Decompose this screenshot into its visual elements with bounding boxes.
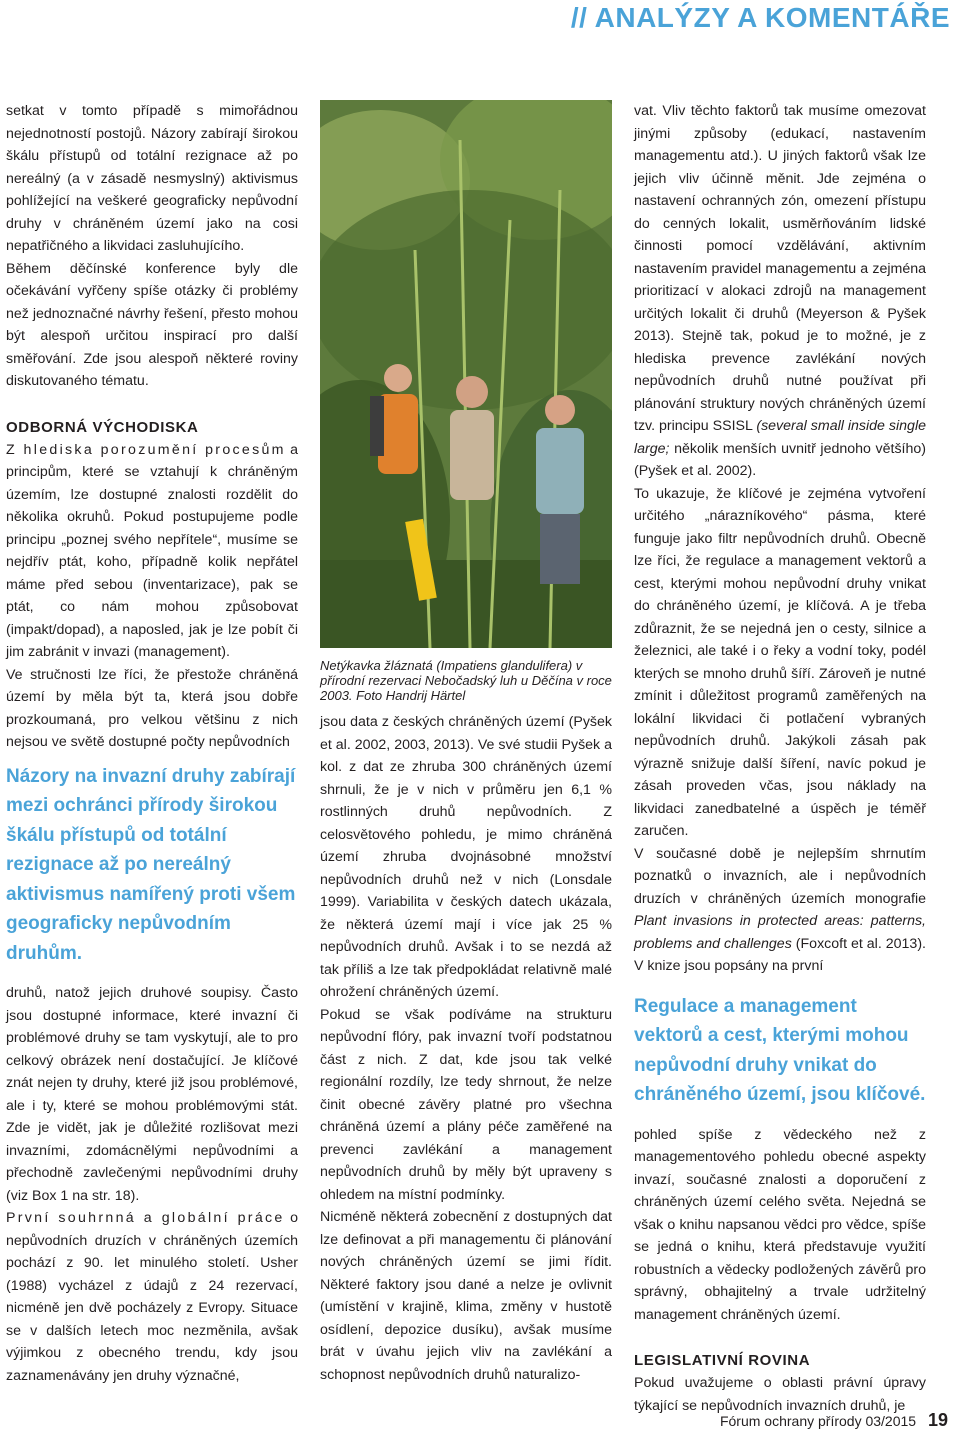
paragraph-text: několik menších uvnitř jednoho většího) (Pyšek et al. 2002).	[634, 440, 927, 479]
paragraph: Během děčínské konference byly dle očekávání vyřčeny spíše otázky či problémy než jednoznačné návrhy řešení, přesto mohou být alespoň určitou inspirací pro další směřování. Zde jsou alespoň některé roviny diskutovaného tématu.	[6, 260, 298, 389]
column-right	[634, 100, 926, 1417]
section-heading-odborna: ODBORNÁ VÝCHODISKA	[6, 418, 199, 436]
paragraph: setkat v tomto případě s mimořádnou nejednotností postojů. Názory zabírají širokou škálu přístupů od totální rezignace až po nereálný (a v zásadě nesmyslný) aktivismus pohlížející na veškeré geograficky nepůvodní druhy v chráněném území jako na cosi nepatřičného a likvidaci zasluhujícího.	[6, 103, 298, 254]
column-middle	[320, 100, 612, 1386]
paragraph-text: o nepůvodních druzích v chráněných územích pochází z 90. let minulého století. Usher (1988) vycházel z údajů z 24 rezervací, nicméně jen dvě pocházely z Evropy. Situace se v dalších letech moc nezměnila, avšak výjimkou z obecného trendu, kdy jsou zaznamenávány jen druhy význačné,	[6, 1210, 298, 1384]
emphasis-book-title: Plant invasions in protected areas: patterns, problems and challenges	[634, 913, 926, 952]
journal-name: Fórum ochrany přírody 03/2015	[719, 1413, 917, 1429]
paragraph-text: a principům, které se vztahují k chráněným územím, lze dostupné znalosti rozdělit do několika okruhů. Pokud postupujeme podle principu „poznej svého nepřítele“, musíme se nejdřív ptát, koho, případně kolik nepřátel máme před sebou (inventarizace), pak se ptát, co nám mohou způsobovat (impakt/dopad), a naposled, jak je lze pobít či jim zabránit v invazi (management).	[6, 441, 298, 660]
paragraph: Pokud uvažujeme o oblasti právní úpravy týkající se nepůvodních invazních druhů, je	[634, 1375, 926, 1414]
paragraph-text: (Foxcoft et al. 2013). V knize jsou popsány na první	[634, 935, 926, 974]
paragraph: To ukazuje, že klíčové je zejména vytvoření určitého „nárazníkového“ pásma, které funguje jako filtr nepůvodních druhů. Obecně lze říci, že regulace a management vektorů a cest, kterými mohou nepůvodní druhy vnikat do chráněného území, je klíčová. A je třeba zdůraznit, že se nejedná jen o cesty, silnice a železnici, ale také i o řeky a vodní toky, podél kterých se mnoho druhů šíří. Zároveň je nutné zmínit i důležitost programů zaměřených na lokální likvidaci či potlačení vybraných nepůvodních druhů. Jakýkoli zásah pak výrazně snižuje další šíření, navíc pokud je zásah proveden včas, jsou náklady na likvidaci zanedbatelné a úspěch je téměř zaručen.	[634, 485, 926, 839]
page-number: 19	[927, 1410, 948, 1430]
paragraph: Nicméně některá zobecnění z dostupných dat lze definovat a při managementu či plánování nových chráněných území se jimi řídit. Některé faktory jsou dané a nelze je ovlivnit (umístění v krajině, klima, změny v hustotě osídlení, depozice dusíku), avšak musíme brát v úvahu jejich vliv na zavlékání a schopnost nepůvodních druhů naturalizo-	[320, 1209, 612, 1383]
column-left	[6, 100, 298, 1387]
paragraph: druhů, natož jejich druhové soupisy. Často jsou dostupné informace, které invazní či problémové druhy se tam vyskytují, ale to pro celkový obrázek není dostačující. Je klíčové znát nejen ty druhy, které již jsou problémové, ale i ty, které se mohou problémovými stát. Zde je vidět, jak je důležité rozlišovat mezi invazními, zdomácnělými nepůvodními a přechodně zavlečenými nepůvodními druhy (viz Box 1 na str. 18).	[6, 985, 298, 1204]
emphasis: (several small inside single large;	[634, 418, 926, 457]
paragraph: Pokud se však podíváme na strukturu nepůvodní flóry, pak invazní tvoří podstatnou část z nich. Z dat, kde jsou tak velké regionální rozdíly, lze tedy shrnout, že nelze činit obecné závěry platné pro všechna chráněná území a plány péče zaměřené na prevenci zavlékání a management nepůvodních druhů by měly být upraveny s ohledem na místní podmínky.	[320, 1006, 612, 1203]
paragraph	[6, 439, 298, 664]
lead-in: První souhrnná a globální práce	[6, 1210, 285, 1226]
photo-illustration	[320, 100, 612, 648]
paragraph: Ve stručnosti lze říci, že přestože chráněná území by měla být ta, která jsou dobře prozkoumaná, pro velkou většinu z nich nejsou ve světě dostupné počty nepůvodních	[6, 666, 298, 750]
paragraph: pohled spíše z vědeckého než z managementového pohledu obecné aspekty invazí, současné znalosti a doporučení z chráněných území celého světa. Nejedná se však o knihu napsanou vědci pro vědce, spíše se jedná o knihu, která představuje využití robustních a vědecky podložených závěrů pro správný, obhajitelný a trvale udržitelný management chráněných území.	[634, 1126, 926, 1323]
lead-in: Z hlediska porozumění procesům	[6, 441, 286, 458]
paragraph: jsou data z českých chráněných území (Pyšek et al. 2002, 2003, 2013). Ve své studii Pyšek a kol. z dat ze zhruba 300 chráněných území shrnuli, že je v nich v průměru jen 6,1 % rostlinných druhů nepůvodních. Z celosvětového pohledu, je mimo chráněná území zhruba dvojnásobné množství nepůvodních druhů než v nich (Lonsdale 1999). Variabilita v českých datech ukázala, že některá území mají i více jak 25 % nepůvodních druhů. Avšak i to se nezdá až tak příliš a lze tak předpokládat relativně malé ohrožení chráněných území.	[320, 714, 612, 1000]
page-footer	[720, 1410, 948, 1431]
section-header: // ANALÝZY A KOMENTÁŘE	[570, 2, 950, 33]
photo-impatiens-people	[320, 100, 612, 648]
pull-quote: Názory na invazní druhy zabírají mezi ochránci přírody širokou škálu přístupů od totální rezignace až po nereálný aktivismus namířený proti všem geograficky nepůvodním druhům.	[6, 765, 296, 964]
pull-quote: Regulace a management vektorů a cest, kterými mohou nepůvodní druhy vnikat do chráněného území, jsou klíčové.	[634, 995, 926, 1105]
paragraph-text: V současné době je nejlepším shrnutím poznatků o invazních, ale i nepůvodních druzích v chráněných územích monografie	[634, 845, 926, 907]
paragraph	[634, 100, 926, 483]
section-heading-legislativni: LEGISLATIVNÍ ROVINA	[634, 1352, 811, 1369]
paragraph	[634, 843, 926, 978]
paragraph	[6, 1207, 298, 1387]
photo-caption: Netýkavka žláznatá (Impatiens glandulifera) v přírodní rezervaci Nebočadský luh u Děčína v roce 2003. Foto Handrij Härtel	[320, 658, 612, 703]
paragraph-text: vat. Vliv těchto faktorů tak musíme omezovat jinými způsoby (edukací, nastavením managementu atd.). U jiných faktorů však lze jejich vliv účinně měnit. Jde zejména o nastavení ochranných zón, omezení přístupu do cenných lokalit, usměrňováním lidské činnosti pomocí vzdělávání, aktivním nastavením pravidel managementu a zejména prioritizací v alokaci zdrojů na management určitých lokalit či druhů (Meyerson & Pyšek 2013). Stejně tak, pokud je to možné, je z hlediska prevence zavlékání nových nepůvodních druhů nutné používat při plánování struktury nových chráněných území tzv. principu SSISL	[634, 103, 926, 434]
